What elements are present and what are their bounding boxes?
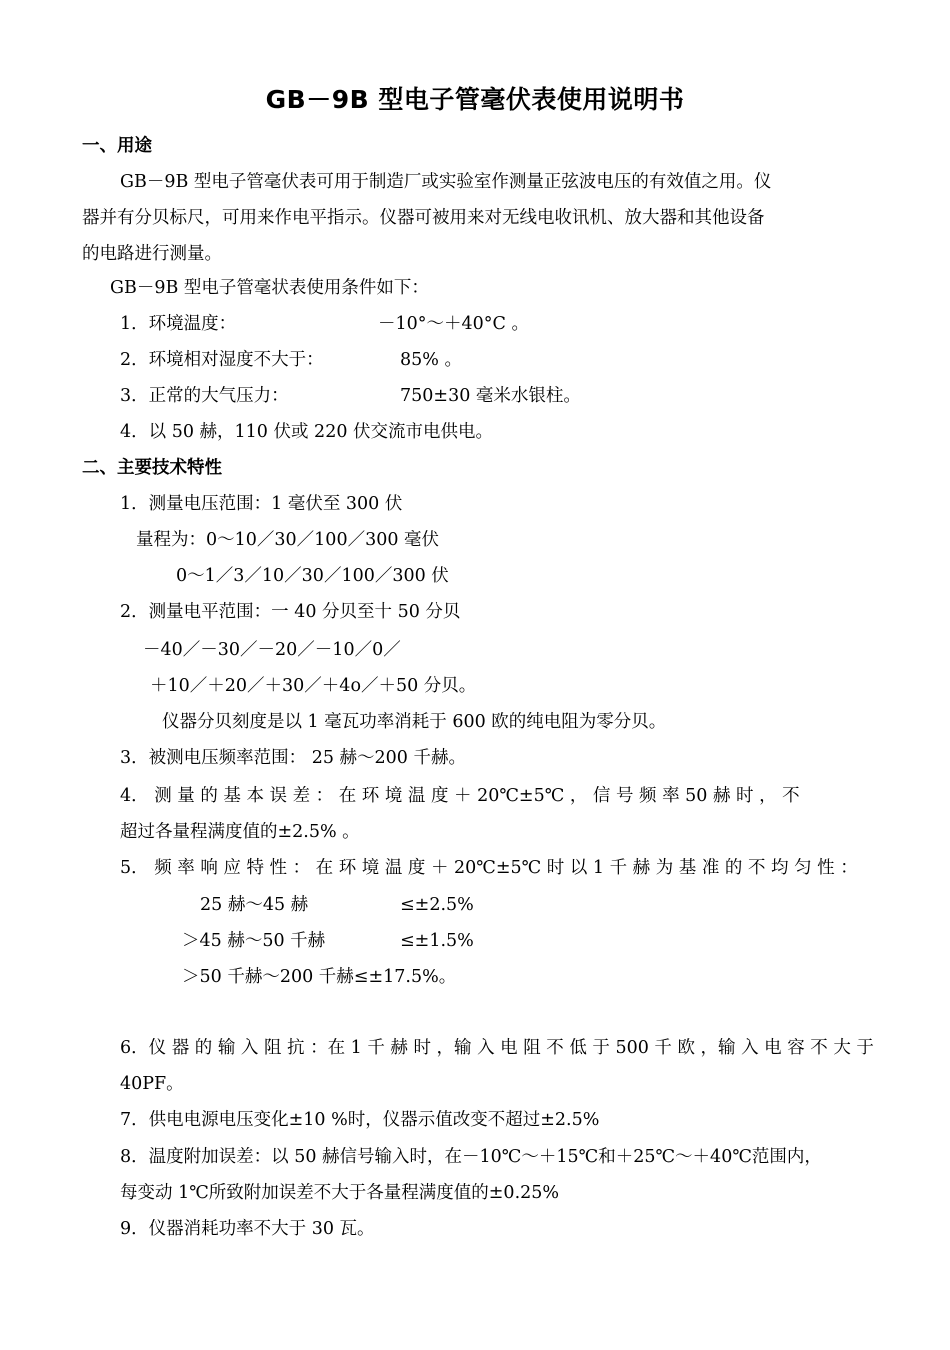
- freq-response-range: ＞45 赫～50 千赫: [182, 931, 326, 951]
- paragraph-line: GB－9B 型电子管毫伏表可用于制造厂或实验室作测量正弦波电压的有效值之用。仪: [120, 172, 772, 192]
- condition-value: 750±30 毫米水银柱。: [400, 386, 581, 406]
- spec-item-7: 7．供电电源电压变化±10 %时，仪器示值改变不超过±2.5%: [120, 1110, 600, 1130]
- paragraph-line: 器并有分贝标尺，可用来作电平指示。仪器可被用来对无线电收讯机、放大器和其他设备: [82, 208, 765, 228]
- condition-label: 1．环境温度：: [120, 314, 237, 334]
- spec-item-4-line2: 超过各量程满度值的±2.5% 。: [120, 822, 360, 842]
- spec-item-2-line1: －40／－30／－20／－10／0／: [143, 640, 401, 660]
- spec-item-2: 2．测量电平范围：一 40 分贝至十 50 分贝: [120, 602, 461, 622]
- spec-item-4-line1: 4． 测 量 的 基 本 误 差 ： 在 环 境 温 度 ＋ 20℃±5℃ ， 信 号 频 率 50 赫 时 ， 不: [120, 786, 800, 806]
- spec-item-6-line2: 40PF。: [120, 1074, 184, 1094]
- freq-response-error: ≤±2.5%: [400, 895, 474, 915]
- condition-value: 85% 。: [400, 350, 462, 370]
- freq-response-range: 25 赫～45 赫: [200, 895, 309, 915]
- spec-item-8-line2: 每变动 1℃所致附加误差不大于各量程满度值的±0.25%: [120, 1183, 560, 1203]
- freq-response-error: ≤±1.5%: [400, 931, 474, 951]
- spec-item-1-range: 量程为：0～10／30／100／300 毫伏: [136, 530, 440, 550]
- conditions-intro: GB－9B 型电子管毫状表使用条件如下：: [110, 278, 429, 298]
- condition-label: 3．正常的大气压力：: [120, 386, 289, 406]
- spec-item-8-line1: 8．温度附加误差：以 50 赫信号输入时，在－10℃～＋15℃和＋25℃～＋40℃范围内，: [120, 1147, 822, 1167]
- condition-label: 2．环境相对湿度不大于：: [120, 350, 324, 370]
- section-heading-specs: 二、主要技术特性: [82, 458, 222, 478]
- spec-item-9: 9．仪器消耗功率不大于 30 瓦。: [120, 1219, 375, 1239]
- spec-item-5-line1: 5． 频 率 响 应 特 性 ： 在 环 境 温 度 ＋ 20℃±5℃ 时 以 1 千 赫 为 基 准 的 不 均 匀 性 ：: [120, 858, 858, 878]
- spec-item-3: 3．被测电压频率范围： 25 赫～200 千赫。: [120, 748, 466, 768]
- spec-item-2-note: 仪器分贝刻度是以 1 毫瓦功率消耗于 600 欧的纯电阻为零分贝。: [162, 712, 667, 732]
- spec-item-1-range-2: 0～1／3／10／30／100／300 伏: [176, 566, 449, 586]
- freq-response-range: ＞50 千赫～200 千赫≤±17.5%。: [182, 967, 457, 987]
- spec-item-2-line2: ＋10／＋20／＋30／＋4o／＋50 分贝。: [150, 676, 477, 696]
- spec-item-6-line1: 6．仪 器 的 输 入 阻 抗 ：在 1 千 赫 时 ，输 入 电 阻 不 低 于 500 千 欧 ，输 入 电 容 不 大 于: [120, 1038, 874, 1058]
- paragraph-line: 的电路进行测量。: [82, 244, 222, 264]
- spec-item-1: 1．测量电压范围：1 毫伏至 300 伏: [120, 494, 403, 514]
- document-title: GB－9B 型电子管毫伏表使用说明书: [265, 85, 685, 114]
- condition-label: 4．以 50 赫，110 伏或 220 伏交流市电供电。: [120, 422, 494, 442]
- condition-value: －10°～＋40°C 。: [378, 314, 529, 334]
- section-heading-usage: 一、用途: [82, 136, 152, 156]
